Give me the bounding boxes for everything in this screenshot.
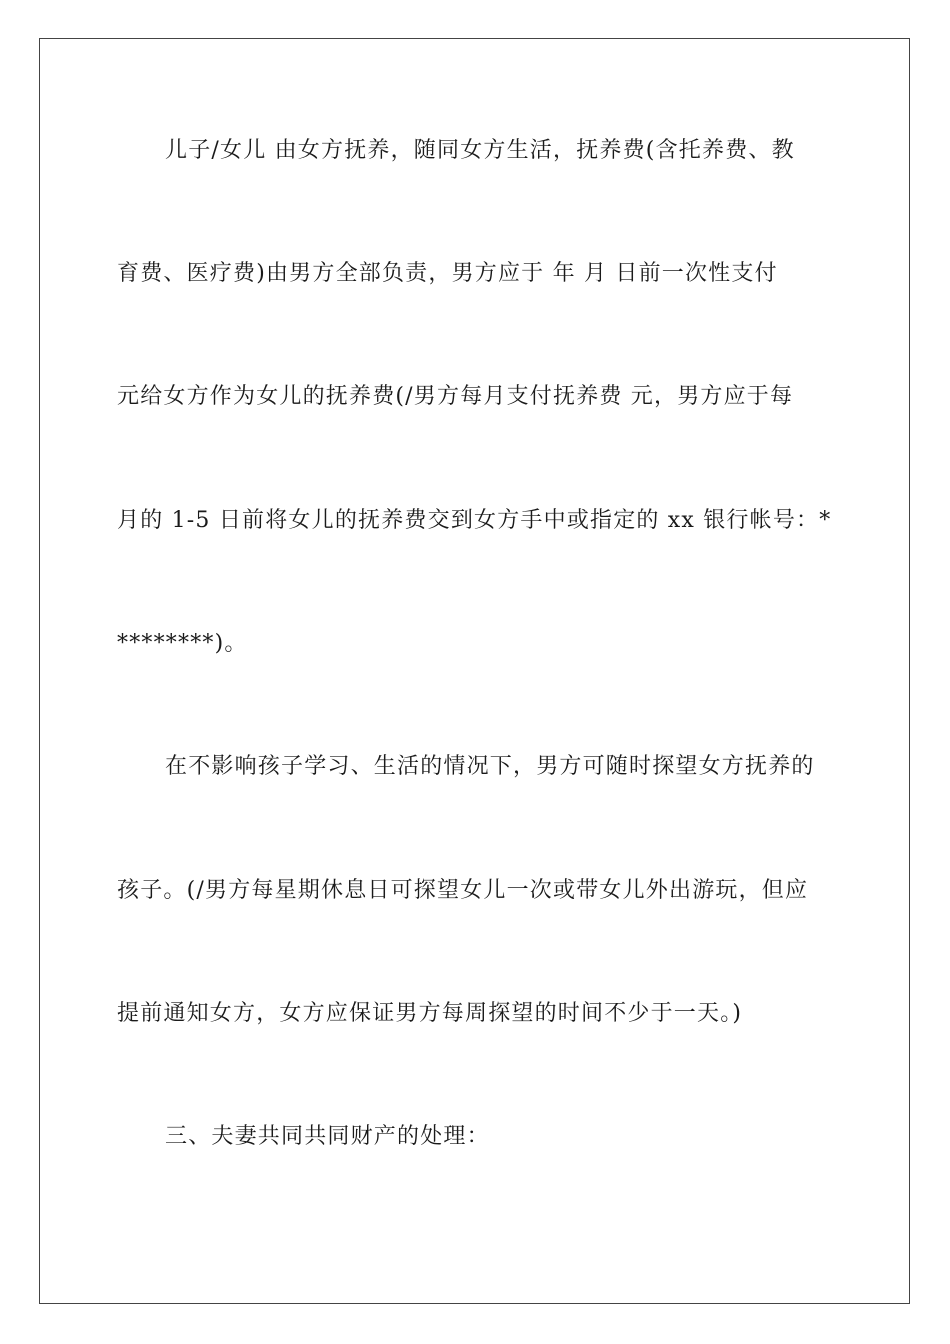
paragraph-visitation-line-1: 在不影响孩子学习、生活的情况下，男方可随时探望女方抚养的 <box>165 754 815 779</box>
paragraph-custody-line-2: 育费、医疗费)由男方全部负责，男方应于 年 月 日前一次性支付 <box>117 261 778 286</box>
paragraph-custody-line-5: ********)。 <box>117 631 248 656</box>
paragraph-custody-line-1: 儿子/女儿 由女方抚养，随同女方生活，抚养费(含托养费、教 <box>165 138 795 163</box>
paragraph-custody-line-3: 元给女方作为女儿的抚养费(/男方每月支付抚养费 元，男方应于每 <box>117 384 794 409</box>
paragraph-custody-line-4: 月的 1-5 日前将女儿的抚养费交到女方手中或指定的 xx 银行帐号：* <box>117 508 832 533</box>
section-heading-property: 三、夫妻共同共同财产的处理： <box>165 1124 490 1149</box>
page-border <box>39 38 910 1304</box>
paragraph-visitation-line-3: 提前通知女方，女方应保证男方每周探望的时间不少于一天。) <box>117 1001 743 1026</box>
paragraph-visitation-line-2: 孩子。(/男方每星期休息日可探望女儿一次或带女儿外出游玩，但应 <box>117 878 809 903</box>
